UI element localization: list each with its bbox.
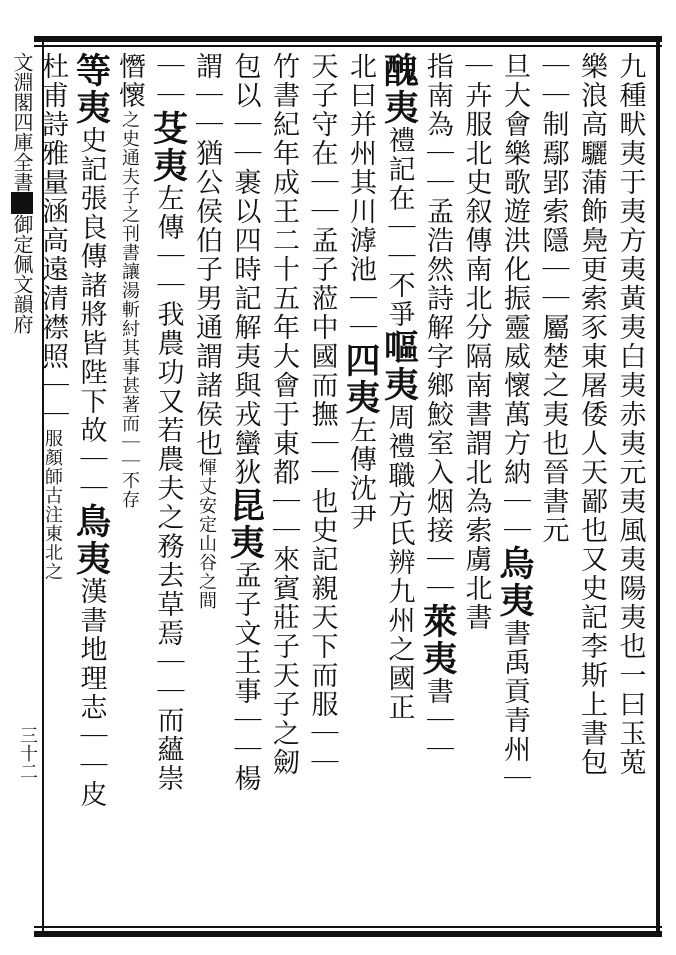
text-column-2 <box>569 52 613 924</box>
column-text: 禮記在｜｜不爭 <box>383 126 415 329</box>
column-text: 北曰并州其川滹池｜｜ <box>345 52 376 342</box>
column-text: 杜甫詩雅量涵高遠清襟照｜｜ <box>37 52 68 429</box>
top-border-thick <box>34 36 662 42</box>
column-text: 孟子文王事｜｜楊 <box>229 561 261 793</box>
text-column-12 <box>184 52 228 924</box>
column-text: 漢書地理志｜｜皮 <box>75 577 107 809</box>
entry-headword: 鳥夷 <box>70 503 112 577</box>
text-column-11 <box>223 52 267 924</box>
column-text: 九種畎夷于夷方夷黃夷白夷赤夷元夷風夷陽夷也一曰玉莵 <box>614 52 646 777</box>
column-text: 之史通夫子之刊書讓湯斬紂其事甚著而｜｜不存 <box>119 110 140 509</box>
text-column-5 <box>454 52 498 924</box>
text-column-10 <box>261 52 305 924</box>
column-text: 書禹貢青州｜ <box>499 619 530 793</box>
column-text: 服顏師古注東北之 <box>42 429 63 581</box>
entry-headword: 嘔夷 <box>378 329 420 403</box>
text-column-4 <box>492 52 536 924</box>
column-text: 史記張良傳諸將皆陛下故｜｜ <box>75 126 107 503</box>
page-number: 三十二 <box>17 726 38 780</box>
column-text: 周禮職方氏辨九州之國正 <box>383 403 415 722</box>
column-text: 左傳｜｜我農功又若農夫之務去草焉｜｜而蘊崇 <box>152 184 184 793</box>
edge-title-bottom: 御定佩文韻府 <box>10 214 34 334</box>
column-text: 謂｜｜猶公侯伯子男通謂諸侯也 <box>191 52 222 458</box>
entry-headword: 烏夷 <box>494 545 535 619</box>
column-text: 書｜｜ <box>422 677 453 764</box>
text-column-16 <box>30 52 74 924</box>
column-text: ｜｜制鄢郢索隱｜｜屬楚之夷也晉書元 <box>537 52 569 545</box>
column-text: 天子守在｜｜孟子蒞中國而撫｜｜也史記親天下而服｜｜ <box>306 52 338 777</box>
entry-headword: 萊夷 <box>417 603 458 677</box>
column-text: 憯懷 <box>114 52 145 110</box>
text-column-6 <box>415 52 459 924</box>
column-text: 惲丈安定山谷之間 <box>196 458 217 610</box>
top-border-thin <box>34 45 662 47</box>
column-text: 旦大會樂歌遊洪化振靈威懷萬方納｜｜ <box>499 52 530 545</box>
column-text: 樂浪高驪蒲飾鳧更索豕東屠倭人天鄙也又史記李斯上書包 <box>576 52 607 777</box>
text-column-7 <box>377 52 421 924</box>
text-column-3 <box>531 52 575 924</box>
bottom-border-thick <box>34 931 662 937</box>
text-column-15 <box>69 52 113 924</box>
entry-headword: 四夷 <box>340 342 381 416</box>
entry-headword: 芟夷 <box>147 110 189 184</box>
edge-title-top: 文淵閣四庫全書 <box>10 52 34 192</box>
text-column-1 <box>608 52 652 924</box>
entry-headword: 醜夷 <box>378 52 420 126</box>
text-column-14 <box>107 52 151 924</box>
text-column-9 <box>300 52 344 924</box>
text-column-8 <box>338 52 382 924</box>
entry-headword: 昆夷 <box>224 487 266 561</box>
column-text: ｜｜ <box>152 52 184 110</box>
column-text: 左傳沈尹 <box>345 416 376 532</box>
right-border <box>656 36 660 937</box>
column-text: 包以｜｜裹以四時記解夷與戎蠻狄 <box>229 52 261 487</box>
column-text: 竹書紀年成王二十五年大會于東都｜｜來賓莊子天子之劒 <box>268 52 299 777</box>
column-text: ｜卉服北史叙傳南北分隔南書謂北為索虜北書 <box>460 52 492 632</box>
column-text: 指南為｜｜孟浩然詩解字鄉鮫室入烟接｜｜ <box>422 52 453 603</box>
entry-headword: 等夷 <box>70 52 112 126</box>
bottom-border-thin <box>34 926 662 928</box>
text-column-13 <box>146 52 190 924</box>
